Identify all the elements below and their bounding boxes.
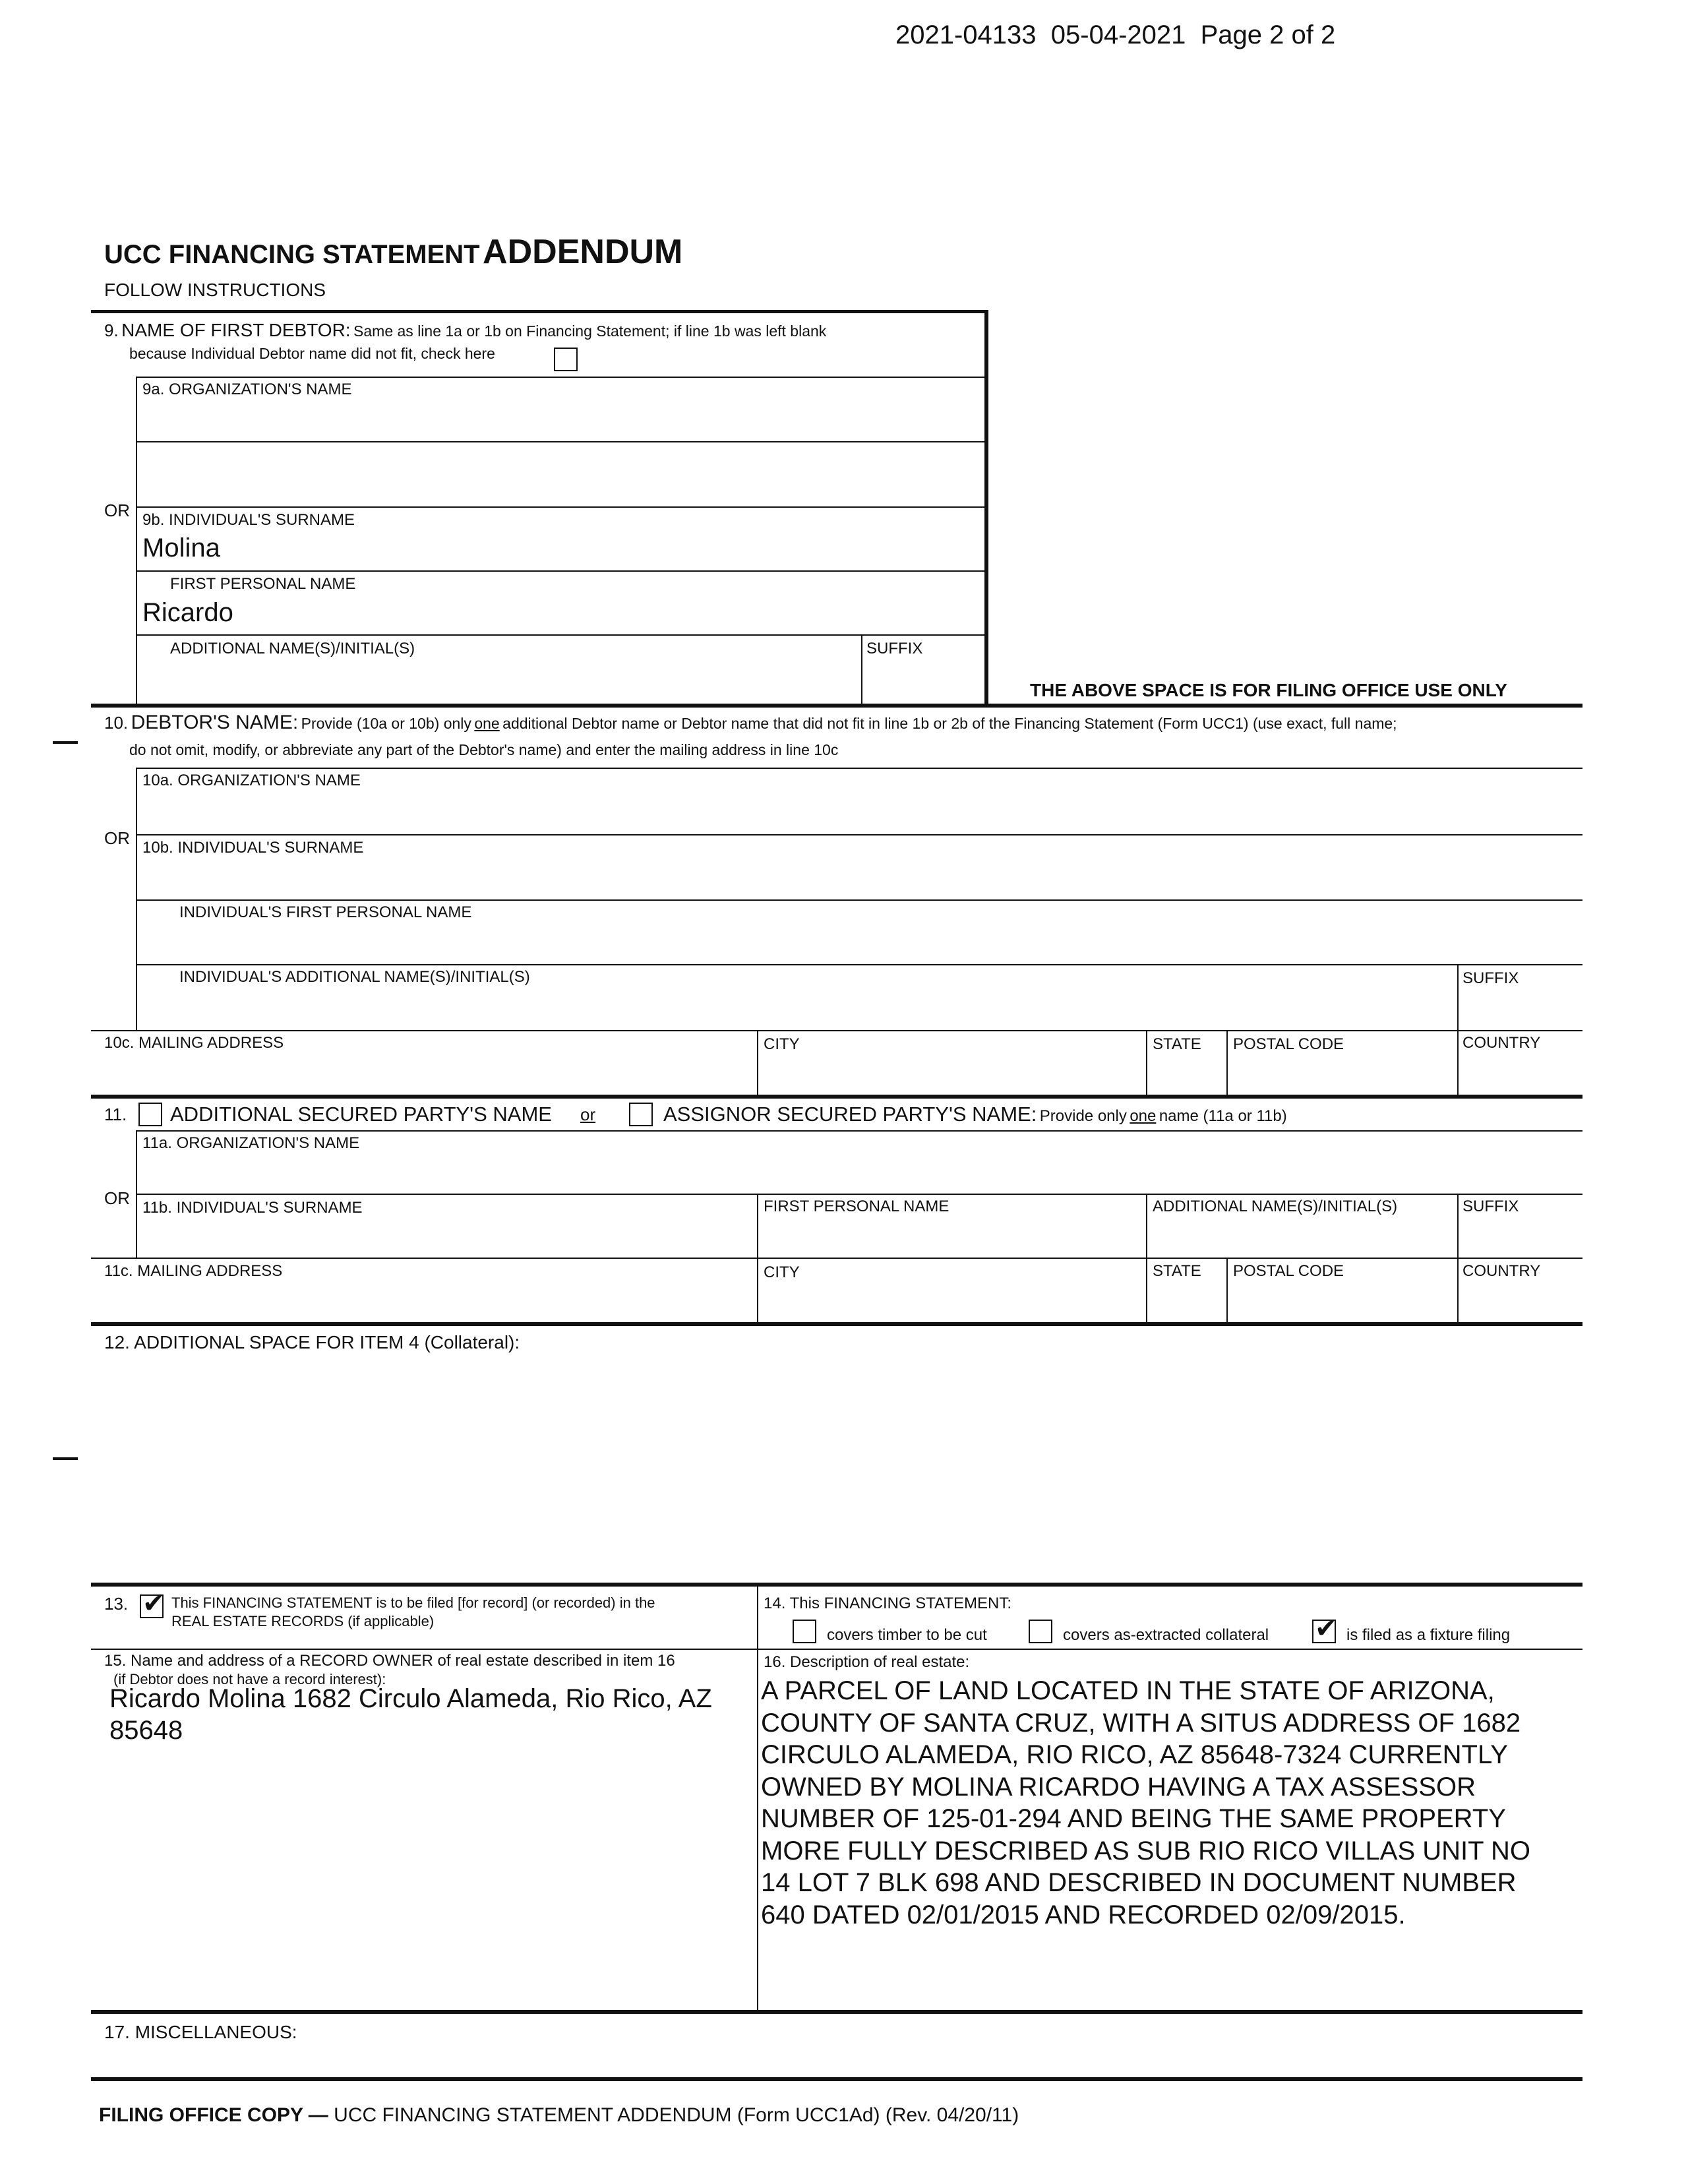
s11-assignor-text — [663, 1103, 1287, 1126]
filing-stamp: 2021-04133 05-04-2021 Page 2 of 2 — [895, 20, 1336, 49]
s14-opt2-label: covers as-extracted collateral — [1063, 1626, 1269, 1644]
s16-line: COUNTY OF SANTA CRUZ, WITH A SITUS ADDRESS OF 1682 — [761, 1708, 1521, 1738]
form-title-addendum: ADDENDUM — [483, 233, 683, 271]
s11c-label: 11c. MAILING ADDRESS — [104, 1262, 283, 1280]
s11-country-label: COUNTRY — [1462, 1262, 1541, 1280]
s14-label: 14. This FINANCING STATEMENT: — [764, 1594, 1012, 1612]
s16-line: 14 LOT 7 BLK 698 AND DESCRIBED IN DOCUMENT NUMBER — [761, 1868, 1517, 1897]
s10-state-label: STATE — [1153, 1035, 1201, 1053]
s10-number: 10. — [104, 713, 129, 733]
s9-line-d — [136, 570, 986, 572]
s10-or: OR — [104, 828, 130, 848]
s9-same-checkbox[interactable] — [554, 348, 578, 371]
s10-line-b — [136, 834, 1582, 835]
s10-desc-one: one — [474, 715, 500, 732]
s9-first-label: FIRST PERSONAL NAME — [170, 575, 356, 593]
s17-bottom-border — [91, 2077, 1582, 2081]
s16-line: A PARCEL OF LAND LOCATED IN THE STATE OF ARIZONA, — [761, 1676, 1495, 1705]
s16-line: MORE FULLY DESCRIBED AS SUB RIO RICO VILLAS UNIT NO — [761, 1836, 1530, 1866]
s10-city-rule — [757, 1030, 758, 1096]
s9-suffix-rule — [861, 634, 862, 704]
s16-label: 16. Description of real estate: — [764, 1653, 970, 1671]
s10-additional-label: INDIVIDUAL'S ADDITIONAL NAME(S)/INITIAL(S) — [179, 968, 530, 986]
s9-suffix-label: SUFFIX — [866, 640, 923, 657]
footer-rest: UCC FINANCING STATEMENT ADDENDUM (Form UCC1Ad) (Rev. 04/20/11) — [334, 2104, 1019, 2126]
s16-line: OWNED BY MOLINA RICARDO HAVING A TAX ASSESSOR — [761, 1772, 1476, 1802]
s11-additional-checkbox[interactable] — [138, 1103, 162, 1126]
s13-top-border — [91, 1583, 1582, 1587]
s16-line: NUMBER OF 125-01-294 AND BEING THE SAME PROPERTY — [761, 1804, 1506, 1833]
s13-number: 13. — [104, 1594, 129, 1614]
s12-label: 12. ADDITIONAL SPACE FOR ITEM 4 (Collateral): — [104, 1332, 520, 1352]
s11a-label: 11a. ORGANIZATION'S NAME — [142, 1134, 360, 1152]
s10-desc-b: additional Debtor name or Debtor name that did not fit in line 1b or 2b of the Financing Statement (Form UCC1) (use exact, full name; — [502, 715, 1397, 732]
form-title-main: UCC FINANCING STATEMENT — [104, 240, 480, 269]
s10-heading — [104, 712, 1397, 734]
s14-opt3-label: is filed as a fixture filing — [1346, 1626, 1511, 1644]
s10-desc-a: Provide (10a or 10b) only — [301, 715, 471, 732]
s12-top-border — [91, 1322, 1582, 1326]
s9-line-b — [136, 441, 986, 442]
s11-city-label: CITY — [764, 1263, 800, 1281]
s9-number: 9. — [104, 320, 119, 340]
s10-suffix-label: SUFFIX — [1462, 969, 1519, 987]
s11-assignor-checkbox[interactable] — [629, 1103, 653, 1126]
s13-line1: This FINANCING STATEMENT is to be filed [for record] (or recorded) in the — [171, 1594, 655, 1611]
s11-top-border — [91, 1095, 1582, 1099]
checkmark-icon: ✔ — [1315, 1614, 1337, 1644]
s11-provide-a: Provide only — [1039, 1107, 1127, 1125]
s15-label1: 15. Name and address of a RECORD OWNER of real estate described in item 16 — [104, 1652, 675, 1670]
s11-or: OR — [104, 1188, 130, 1208]
s11-additional-rule — [1146, 1194, 1147, 1258]
s15-label2: (if Debtor does not have a record interest): — [113, 1671, 386, 1687]
s11-or-word: or — [580, 1105, 596, 1124]
s15-record-owner-line2[interactable]: 85648 — [109, 1716, 183, 1745]
s11-postal-label: POSTAL CODE — [1233, 1262, 1344, 1280]
s15-top-border — [91, 1649, 1582, 1650]
s9-desc2: because Individual Debtor name did not fit, check here — [129, 345, 495, 362]
s9-line-e — [136, 634, 986, 636]
s11-assignor-label: ASSIGNOR SECURED PARTY'S NAME: — [663, 1103, 1037, 1126]
s11-state-rule — [1146, 1258, 1147, 1323]
office-use-note: THE ABOVE SPACE IS FOR FILING OFFICE USE ONLY — [1030, 680, 1507, 700]
s13-line2: REAL ESTATE RECORDS (if applicable) — [171, 1613, 435, 1629]
s9a-field[interactable] — [142, 402, 980, 437]
s11b-label: 11b. INDIVIDUAL'S SURNAME — [142, 1199, 363, 1217]
s11-suffix-label: SUFFIX — [1462, 1198, 1519, 1215]
s9b-surname-field[interactable]: Molina — [142, 533, 220, 562]
s16-description[interactable] — [761, 1675, 1530, 1931]
s14-timber-checkbox[interactable] — [793, 1620, 816, 1643]
s9-desc1: Same as line 1a or 1b on Financing Statement; if line 1b was left blank — [353, 322, 827, 340]
s9-top-border — [91, 310, 988, 313]
s10-postal-rule — [1226, 1030, 1228, 1096]
s15-record-owner-line1[interactable]: Ricardo Molina 1682 Circulo Alameda, Rio Rico, AZ — [109, 1684, 712, 1713]
s17-label: 17. MISCELLANEOUS: — [104, 2022, 297, 2042]
s13-s14-divider — [757, 1583, 758, 2011]
s11-line-c — [91, 1258, 1582, 1259]
s9-line-c — [136, 506, 986, 508]
s9-first-name-field[interactable]: Ricardo — [142, 598, 233, 627]
s9-heading-label: NAME OF FIRST DEBTOR: — [121, 320, 351, 340]
checkmark-icon: ✔ — [142, 1589, 165, 1619]
s10-line-a — [136, 768, 1582, 769]
s11-line-a — [136, 1130, 1582, 1132]
s11-first-rule — [757, 1194, 758, 1325]
s9-or: OR — [104, 501, 130, 520]
s10-postal-label: POSTAL CODE — [1233, 1035, 1344, 1053]
s10-heading-label: DEBTOR'S NAME: — [131, 712, 299, 733]
s10-line-c — [136, 899, 1582, 901]
s11-provide-b: name (11a or 11b) — [1159, 1107, 1287, 1125]
s11-line-b — [136, 1194, 1582, 1195]
s10-line-d — [136, 964, 1582, 965]
s17-top-border — [91, 2010, 1582, 2014]
s10-line-e — [91, 1030, 1582, 1031]
s10-desc2: do not omit, modify, or abbreviate any part of the Debtor's name) and enter the mailing address in line 10c — [129, 741, 839, 758]
s9-left-rule — [136, 377, 137, 704]
s9b-label: 9b. INDIVIDUAL'S SURNAME — [142, 511, 355, 529]
s10c-label: 10c. MAILING ADDRESS — [104, 1034, 284, 1052]
s11-postal-rule — [1226, 1258, 1228, 1323]
margin-mark-1 — [53, 741, 78, 744]
s9-right-border — [984, 310, 988, 706]
s11-additional-label: ADDITIONAL SECURED PARTY'S NAME — [170, 1103, 552, 1126]
s11-number: 11. — [104, 1105, 127, 1124]
s16-line: 640 DATED 02/01/2015 AND RECORDED 02/09/2015. — [761, 1900, 1406, 1929]
form-title — [104, 232, 682, 272]
s9-additional-label: ADDITIONAL NAME(S)/INITIAL(S) — [170, 640, 415, 657]
s11-suffix-rule — [1457, 1194, 1459, 1325]
s10a-label: 10a. ORGANIZATION'S NAME — [142, 772, 361, 789]
s10-top-border — [91, 704, 1582, 708]
s10b-label: 10b. INDIVIDUAL'S SURNAME — [142, 839, 364, 857]
s14-opt1-label: covers timber to be cut — [827, 1626, 987, 1644]
s10-city-label: CITY — [764, 1035, 800, 1053]
form-footer — [99, 2104, 1019, 2127]
s13-real-estate-checkbox[interactable] — [140, 1589, 165, 1619]
s10-country-label: COUNTRY — [1462, 1034, 1541, 1052]
s11-state-label: STATE — [1153, 1262, 1201, 1280]
s9-heading — [104, 320, 826, 341]
s11-additional-name-label: ADDITIONAL NAME(S)/INITIAL(S) — [1153, 1198, 1398, 1215]
s10-state-rule — [1146, 1030, 1147, 1096]
s16-line: CIRCULO ALAMEDA, RIO RICO, AZ 85648-7324 CURRENTLY — [761, 1740, 1508, 1769]
s10-first-label: INDIVIDUAL'S FIRST PERSONAL NAME — [179, 903, 472, 921]
s14-extracted-checkbox[interactable] — [1029, 1620, 1052, 1643]
s14-fixture-checkbox[interactable] — [1312, 1614, 1337, 1644]
s9-line-a — [136, 377, 986, 378]
s11-first-label: FIRST PERSONAL NAME — [764, 1198, 950, 1215]
s11-provide-one: one — [1130, 1107, 1157, 1125]
follow-instructions: FOLLOW INSTRUCTIONS — [104, 280, 326, 300]
s9a-label: 9a. ORGANIZATION'S NAME — [142, 380, 352, 398]
margin-mark-2 — [53, 1457, 78, 1460]
footer-bold: FILING OFFICE COPY — — [99, 2104, 328, 2126]
